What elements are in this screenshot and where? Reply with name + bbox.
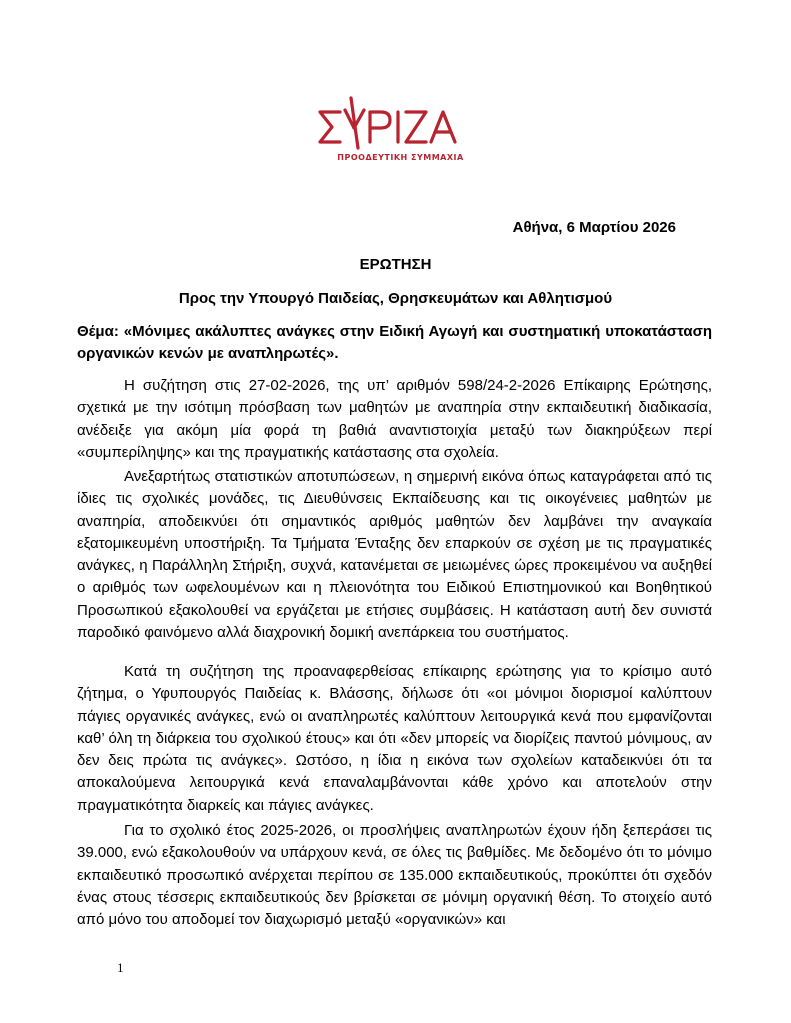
paragraph-2: Ανεξαρτήτως στατιστικών αποτυπώσεων, η σημερινή εικόνα όπως καταγράφεται από τις ίδιες τις σχολικές μονάδες, τις Διευθύνσεις Εκπαίδευσης και τις οικογένειες μαθητών με αναπηρία, αποδεικνύει ότι σημαντικός αριθμός μαθητών δεν λαμβάνει την αναγκαία εξατομικευμένη υποστήριξη. Τα Τμήματα Ένταξης δεν επαρκούν σε σχέση με τις πραγματικές ανάγκες, η Παράλληλη Στήριξη, συχνά, κατανέμεται σε μειωμένες ώρες προκειμένου να αυξηθεί ο αριθμός των ωφελουμένων και η πλειονότητα του Ειδικού Επιστημονικού και Βοηθητικού Προσωπικού εξακολουθεί να εργάζεται με ετήσιες συμβάσεις. Η κατάσταση αυτή δεν συνιστά παροδικό φαινόμενο αλλά διαχρονική δομική ανεπάρκεια του συστήματος.	[77, 468, 712, 642]
document-title: ΕΡΩΤΗΣΗ	[359, 256, 432, 273]
document-date: Αθήνα, 6 Μαρτίου 2026	[512, 219, 676, 236]
syriza-logo-mark-icon	[318, 96, 483, 151]
logo-subtitle: ΠΡΟΟΔΕΥΤΙΚΗ ΣΥΜΜΑΧΙΑ	[337, 153, 464, 162]
document-subject: Θέμα: «Μόνιμες ακάλυπτες ανάγκες στην Ειδική Αγωγή και συστηματική υποκατάσταση οργανικών κενών με αναπληρωτές».	[77, 323, 712, 362]
syriza-logo	[318, 96, 483, 166]
paragraph-3: Κατά τη συζήτηση της προαναφερθείσας επίκαιρης ερώτησης για το κρίσιμο αυτό ζήτημα, ο Υφυπουργός Παιδείας κ. Βλάσσης, δήλωσε ότι «οι μόνιμοι διορισμοί καλύπτουν πάγιες οργανικές ανάγκες, ενώ οι αναπληρωτές καλύπτουν λειτουργικά κενά που εμφανίζονται καθ’ όλη τη διάρκεια του σχολικού έτους» και ότι «δεν μπορείς να διορίζεις παντού μόνιμους, αν δεν δεις πρώτα τις ανάγκες». Ωστόσο, η ίδια η εικόνα των σχολείων καταδεικνύει ότι τα αποκαλούμενα λειτουργικά κενά επαναλαμβάνονται κάθε χρόνο και αποτελούν στην πραγματικότητα διαρκείς και πάγιες ανάγκες.	[77, 663, 712, 814]
paragraph-4: Για το σχολικό έτος 2025-2026, οι προσλήψεις αναπληρωτών έχουν ήδη ξεπεράσει τις 39.000, ενώ εξακολουθούν να υπάρχουν κενά, σε όλες τις βαθμίδες. Με δεδομένο ότι το μόνιμο εκπαιδευτικό προσωπικό ανέρχεται περίπου σε 135.000 εκπαιδευτικούς, προκύπτει ότι σχεδόν ένας στους τέσσερις εκπαιδευτικούς δεν βρίσκεται σε μόνιμη οργανική θέση. Το στοιχείο αυτό από μόνο του αποδομεί τον διαχωρισμό μεταξύ «οργανικών» και	[77, 822, 712, 929]
page-number: 1	[117, 960, 124, 975]
paragraph-1: Η συζήτηση στις 27-02-2026, της υπ’ αριθμόν 598/24-2-2026 Επίκαιρης Ερώτησης, σχετικά με την ισότιμη πρόσβαση των μαθητών με αναπηρία στην εκπαιδευτική διαδικασία, ανέδειξε για ακόμη μία φορά τη βαθιά αναντιστοιχία μεταξύ των διακηρύξεων περί «συμπερίληψης» και της πραγματικής κατάστασης στα σχολεία.	[77, 377, 712, 461]
document-recipient: Προς την Υπουργό Παιδείας, Θρησκευμάτων και Αθλητισμού	[178, 290, 613, 307]
